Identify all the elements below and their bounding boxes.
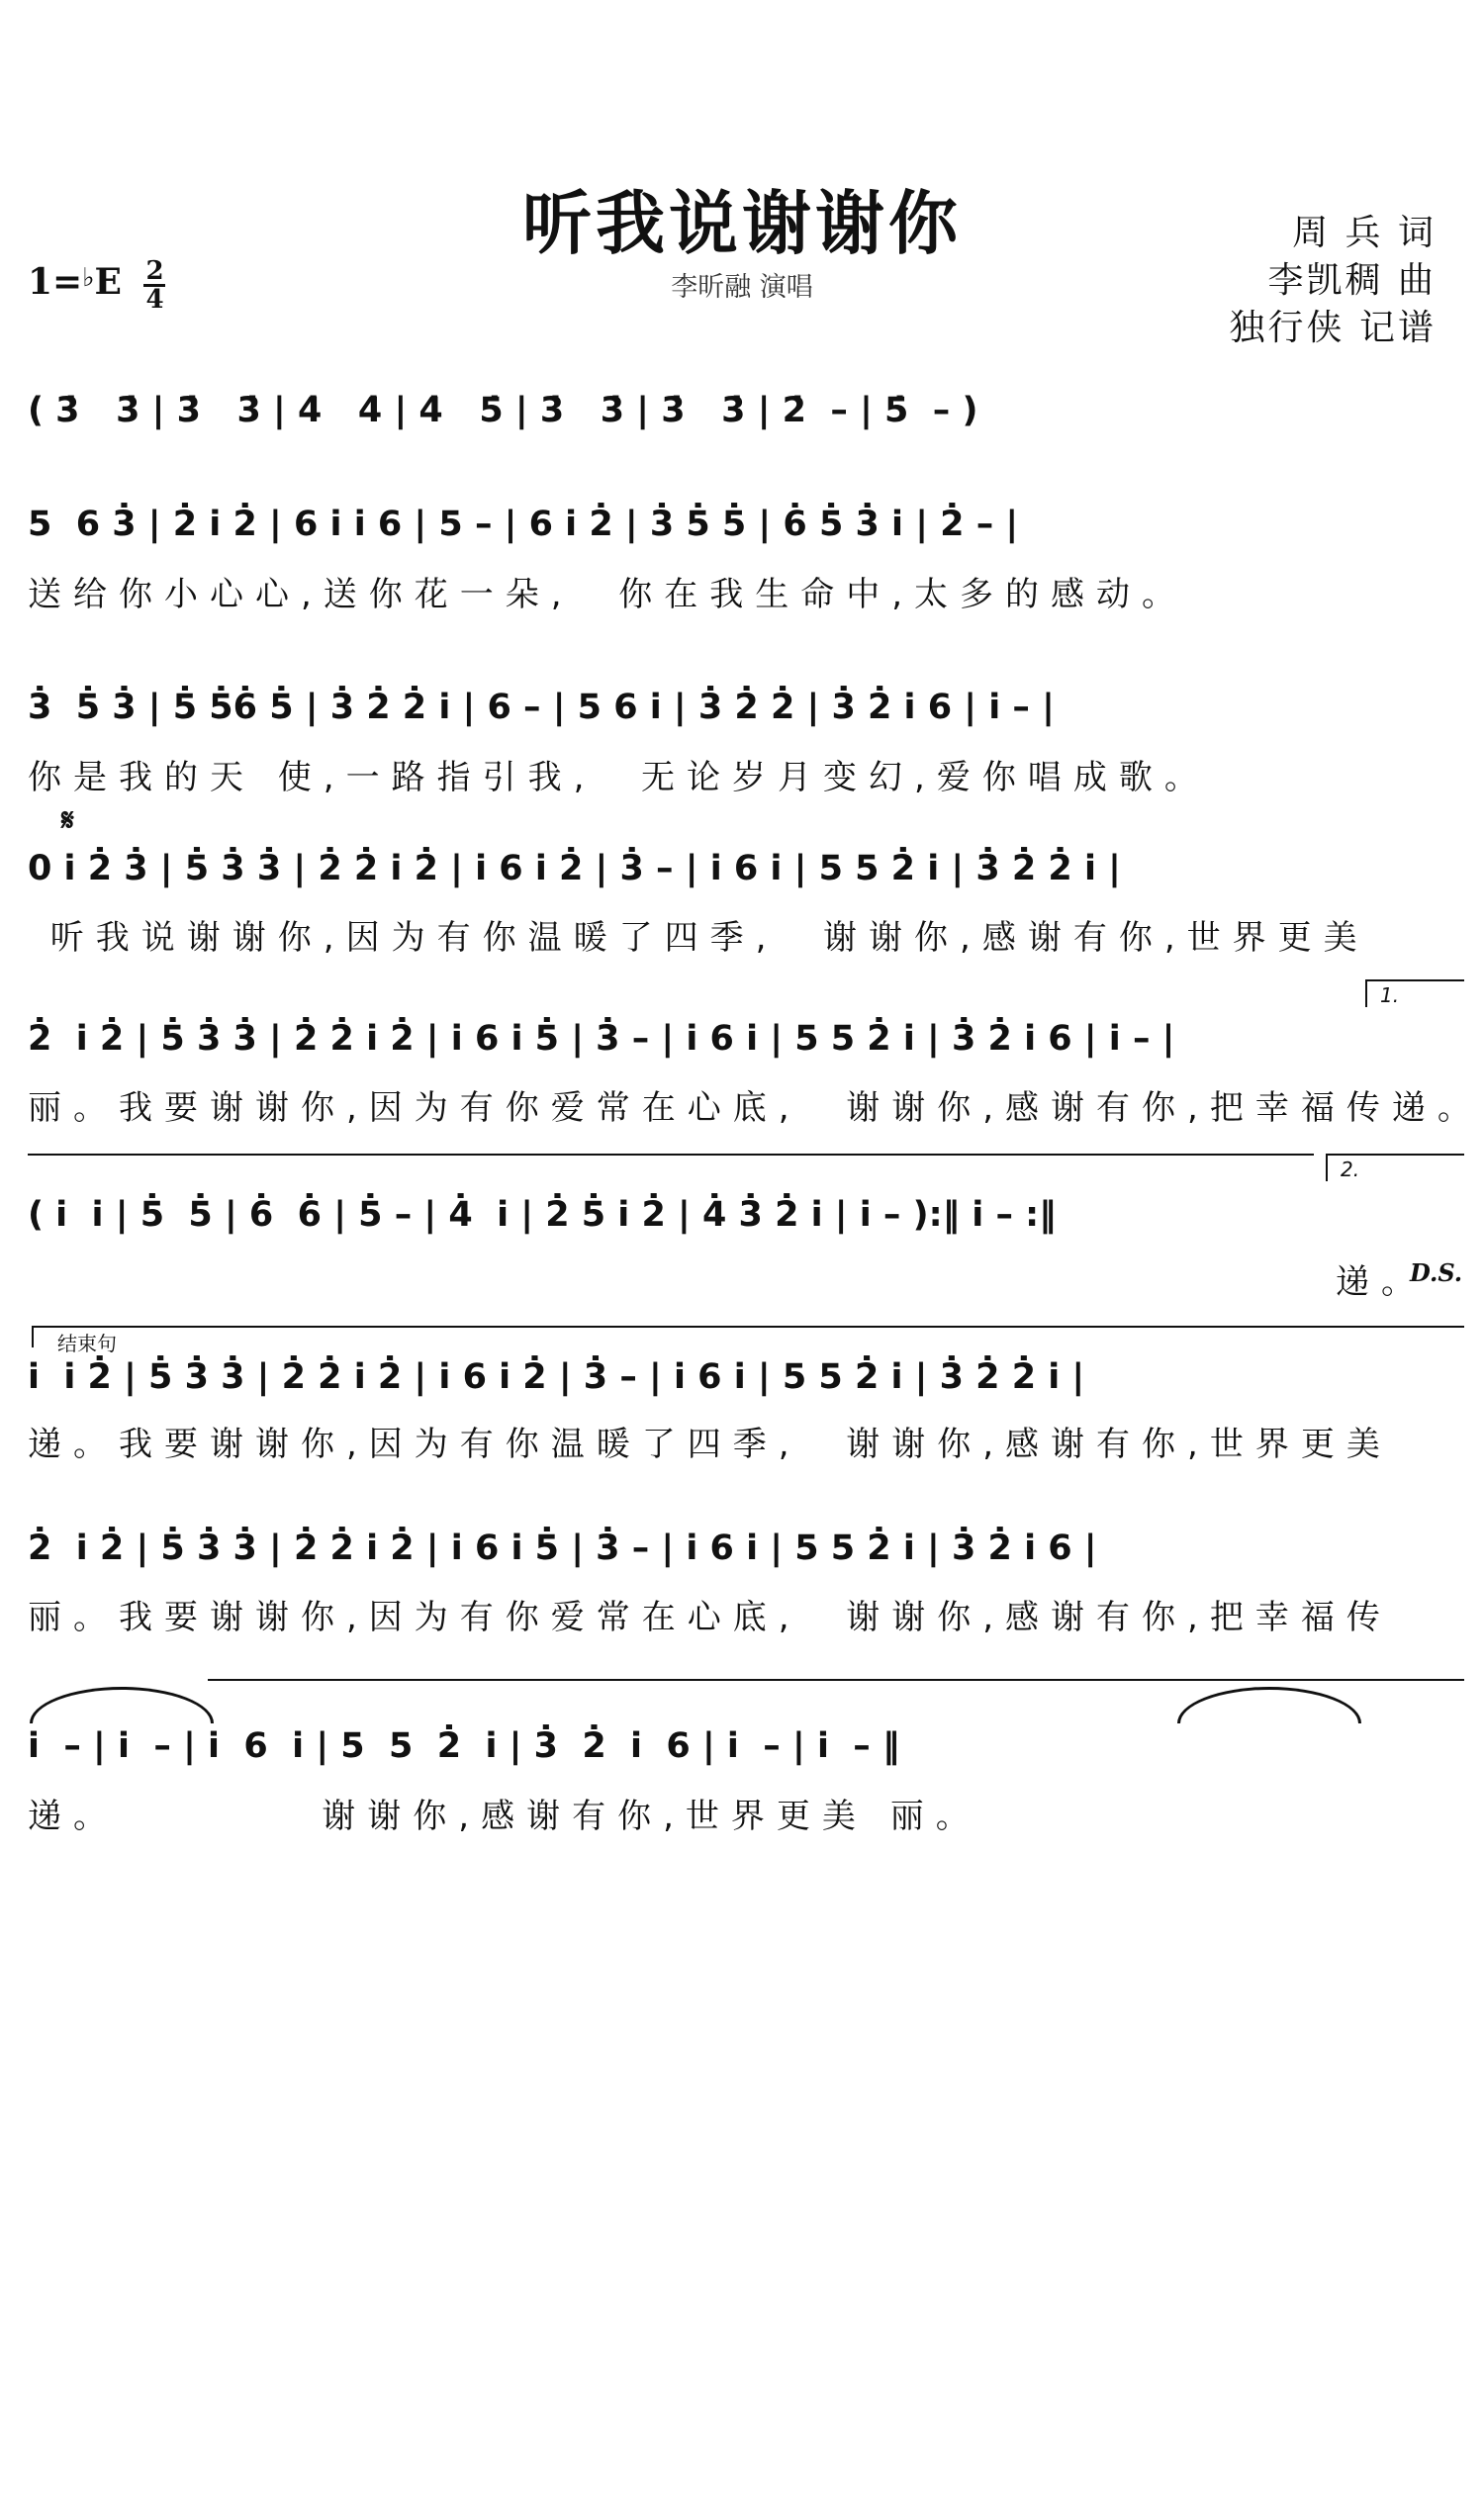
tie-slur-left xyxy=(30,1687,214,1723)
lyric-row-5: 递。 xyxy=(1336,1262,1427,1302)
score-row-5: ( i̇ i̇ | 5̇ 5̇ | 6̇ 6̇ | 5̇ – | 4̇ i̇ | 2̇ 5̇ i̇ 2̇ | 4̇ 3̇ 2̇ i̇ | i̇ – ):‖ i̇ – :‖ xyxy=(28,1195,1057,1235)
volta2-bracket xyxy=(1326,1154,1464,1156)
interlude-bracket xyxy=(28,1154,1314,1156)
score-row-intro: ( 3̇ 3̇ | 3̇ 3̇ | 4̇ 4̇ | 4̇ 5̇ | 3̇ 3̇ | 3̇ 3̇ | 2̇ – | 5̇ – ) xyxy=(28,391,978,430)
final-bracket xyxy=(208,1679,1464,1681)
coda-bracket xyxy=(32,1326,1464,1328)
volta1-bracket xyxy=(1365,979,1464,981)
volta2-label: 2. xyxy=(1341,1158,1360,1181)
score-row-4: 2̇ i̇ 2̇ | 5̇ 3̇ 3̇ | 2̇ 2̇ i̇ 2̇ | i̇ 6 i̇ 5̇ | 3̇ – | i̇ 6 i̇ | 5 5 2̇ i̇ | 3̇ 2̇ i̇ 6 | i̇ – | xyxy=(28,1019,1175,1059)
key-signature xyxy=(28,256,165,315)
composer-credit: 李凯稠 曲 xyxy=(1267,260,1437,301)
key-label: 1= xyxy=(28,261,83,303)
lyric-row-1: 送给你小心心,送你花一朵, 你在我生命中,太多的感动。 xyxy=(28,575,1188,614)
credits xyxy=(1230,210,1437,352)
lyric-row-2: 你是我的天 使,一路指引我, 无论岁月变幻,爱你唱成歌。 xyxy=(28,758,1210,797)
coda-label: 结束句 xyxy=(57,1332,117,1355)
meter-bottom: 4 xyxy=(145,285,164,315)
score-row-7: 2̇ i̇ 2̇ | 5̇ 3̇ 3̇ | 2̇ 2̇ i̇ 2̇ | i̇ 6 i̇ 5̇ | 3̇ – | i̇ 6 i̇ | 5 5 2̇ i̇ | 3̇ 2̇ i̇ 6 | xyxy=(28,1529,1097,1568)
time-signature xyxy=(143,256,165,315)
tie-slur-right xyxy=(1177,1687,1361,1723)
flat-icon: ♭ xyxy=(82,263,95,293)
lyricist-credit: 周 兵 词 xyxy=(1292,213,1437,253)
score-row-1: 5 6 3̇ | 2̇ i̇ 2̇ | 6 i̇ i̇ 6 | 5 – | 6 i̇ 2̇ | 3̇ 5̇ 5̇ | 6̇ 5̇ 3̇ i̇ | 2̇ – | xyxy=(28,505,1019,544)
volta1-label: 1. xyxy=(1380,983,1400,1007)
lyric-row-3: 听我说谢谢你,因为有你温暖了四季, 谢谢你,感谢有你,世界更美 xyxy=(28,918,1369,958)
singer-credit: 李昕融 演唱 xyxy=(671,272,813,303)
ds-marking: D.S. xyxy=(1410,1258,1463,1287)
lyric-row-7: 丽。我要谢谢你,因为有你爱常在心底, 谢谢你,感谢有你,把幸福传 xyxy=(28,1598,1392,1637)
lyric-row-8: 递。 谢谢你,感谢有你,世界更美 丽。 xyxy=(28,1797,981,1836)
score-row-2: 3̇ 5̇ 3̇ | 5̇ 5̇6̇ 5̇ | 3̇ 2̇ 2̇ i̇ | 6 – | 5 6 i̇ | 3̇ 2̇ 2̇ | 3̇ 2̇ i̇ 6 | i̇ – | xyxy=(28,688,1055,727)
volta1-tick xyxy=(1365,979,1367,1007)
coda-tick xyxy=(32,1326,34,1347)
lyric-row-4: 丽。我要谢谢你,因为有你爱常在心底, 谢谢你,感谢有你,把幸福传递。 xyxy=(28,1088,1483,1128)
score-row-8: i̇ – | i̇ – | i̇ 6 i̇ | 5 5 2̇ i̇ | 3̇ 2̇ i̇ 6 | i̇ – | i̇ – ‖ xyxy=(28,1726,900,1766)
transcriber-credit: 独行侠 记谱 xyxy=(1229,308,1437,348)
volta2-tick xyxy=(1326,1154,1328,1181)
segno-icon: 𝄋 xyxy=(61,803,74,838)
score-row-3: 0 i̇ 2̇ 3̇ | 5̇ 3̇ 3̇ | 2̇ 2̇ i̇ 2̇ | i̇ 6 i̇ 2̇ | 3̇ – | i̇ 6 i̇ | 5 5 2̇ i̇ | 3̇ 2̇ 2̇ i̇ | xyxy=(28,849,1121,888)
page-title: 听我说谢谢你 xyxy=(522,182,962,264)
score-row-6: i̇ i̇ 2̇ | 5̇ 3̇ 3̇ | 2̇ 2̇ i̇ 2̇ | i̇ 6 i̇ 2̇ | 3̇ – | i̇ 6 i̇ | 5 5 2̇ i̇ | 3̇ 2̇ 2̇ i̇ | xyxy=(28,1357,1085,1397)
lyric-row-6: 递。我要谢谢你,因为有你温暖了四季, 谢谢你,感谢有你,世界更美 xyxy=(28,1425,1392,1464)
meter-top: 2 xyxy=(145,256,164,286)
key-note: E xyxy=(94,261,122,303)
